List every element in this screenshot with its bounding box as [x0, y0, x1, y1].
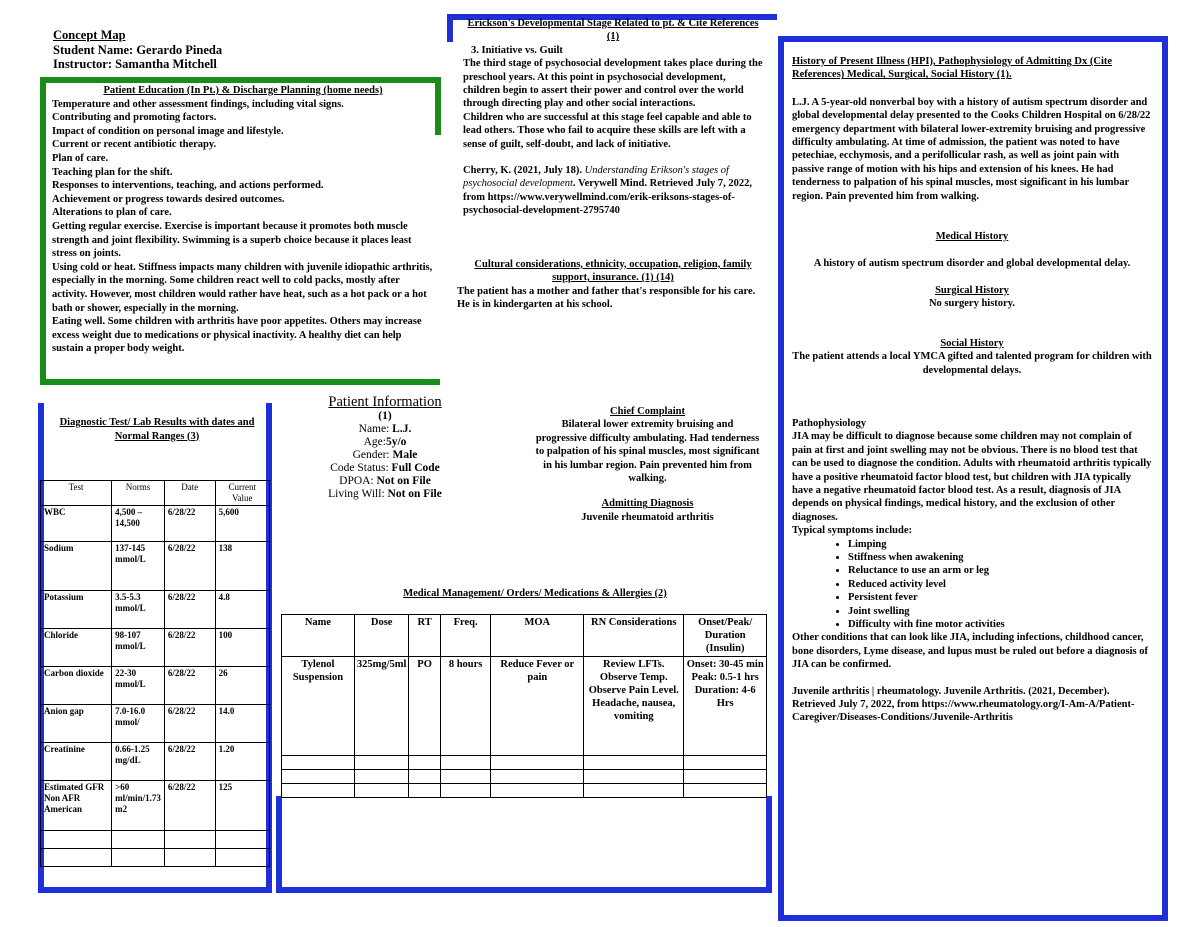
living-will-status: Not on File [387, 488, 442, 500]
patient-gender: Male [392, 449, 418, 461]
code-status: Full Code [391, 462, 440, 474]
code-status-row [300, 462, 470, 475]
patient-gender-row [300, 449, 470, 462]
field-label: Gender: [352, 449, 393, 461]
lab-header-cell: Current Value [215, 481, 269, 506]
lab-row [41, 667, 270, 705]
lab-row [41, 506, 270, 542]
lab-cell: 137-145 mmol/L [112, 542, 165, 591]
hpi-section [792, 55, 1152, 725]
lab-cell: 100 [215, 629, 269, 667]
lab-cell [112, 849, 165, 867]
cultural-title: Cultural considerations, ethnicity, occupation, religion, family support, insurance. (1) (14) [474, 258, 752, 284]
symptom-item: • Reduced activity level [848, 578, 1152, 591]
lab-row [41, 781, 270, 831]
pe-line: Current or recent antibiotic therapy. [52, 139, 217, 151]
pe-line: Achievement or progress towards desired outcomes. [52, 193, 285, 205]
social-history-text: The patient attends a local YMCA gifted and talented program for children with developmental delays. [792, 351, 1152, 376]
lab-row [41, 542, 270, 591]
lab-header-cell: Date [164, 481, 215, 506]
symptom-item: • Limping [848, 538, 1152, 551]
field-label: Code Status: [330, 462, 392, 474]
lab-cell: 138 [215, 542, 269, 591]
cultural-text: The patient has a mother and father that's responsible for his care. He is in kindergarten at his school. [457, 285, 756, 310]
med-header-cell: Name [282, 615, 355, 657]
patient-name-row [300, 423, 470, 436]
erikson-paragraph: The third stage of psychosocial development takes place during the preschool years. At this point in psychosocial development, children begin to assert their power and control over the world through directing play and other social interactions. [463, 58, 763, 110]
med-row-empty [282, 784, 767, 798]
lab-cell: 6/28/22 [164, 506, 215, 542]
erikson-section [457, 17, 763, 311]
reference-source: . Verywell Mind. Retrieved July 7, 2022, from https://www.verywellmind.com/erik-eriksons-stages-of-psychosocial-development-2795740 [463, 178, 752, 217]
lab-cell: 4,500 – 14,500 [112, 506, 165, 542]
lab-table [40, 480, 270, 867]
lab-row [41, 629, 270, 667]
patient-age: 5y/o [385, 436, 407, 448]
lab-title: Diagnostic Test/ Lab Results with dates and Normal Ranges (3) [59, 417, 255, 442]
hpi-text: L.J. A 5-year-old nonverbal boy with a history of autism spectrum disorder and global developmental delay presented to the Cooks Children Hospital on 6/28/22 emergency department with bilateral lower-extremity bruising and progressive difficulty ambulating. At time of admission, the patient was noted to have petechiae, ecchymosis, and a perifollicular rash, as well as joint pain with passive range of motion with his hips and extension of his knees. He had tenderness to palpation of his spinal muscles, most significant in his lumbar region. Pain prevented him from walking. [792, 96, 1151, 202]
surgical-history-title: Surgical History [935, 284, 1009, 296]
lab-cell: 6/28/22 [164, 591, 215, 629]
lab-cell: Chloride [41, 629, 112, 667]
symptom-item: • Persistent fever [848, 591, 1152, 604]
lab-row [41, 705, 270, 743]
lab-cell [215, 831, 269, 849]
lab-cell: 26 [215, 667, 269, 705]
lab-cell: 7.0-16.0 mmol/ [112, 705, 165, 743]
patient-name: L.J. [392, 423, 412, 435]
med-management-title: Medical Management/ Orders/ Medications & Allergies (2) [403, 588, 667, 599]
patient-info-ref: (1) [378, 410, 392, 422]
symptom-item: • Reluctance to use an arm or leg [848, 564, 1152, 577]
med-cell: Reduce Fever or pain [491, 657, 584, 756]
med-header-cell: RT [409, 615, 440, 657]
lab-cell: 6/28/22 [164, 705, 215, 743]
lab-cell: 125 [215, 781, 269, 831]
admitting-dx-text: Juvenile rheumatoid arthritis [581, 511, 714, 523]
lab-cell: 6/28/22 [164, 743, 215, 781]
admitting-dx-title: Admitting Diagnosis [601, 498, 694, 510]
lab-header-cell: Test [41, 481, 112, 506]
med-header-cell: Onset/Peak/ Duration (Insulin) [684, 615, 767, 657]
pe-line: Eating well. Some children with arthritis have poor appetites. Others may increase excess weight due to medications or physical inactivity. A healthy diet can help sustain a proper body weight. [52, 316, 422, 355]
lab-cell: Estimated GFR Non AFR American [41, 781, 112, 831]
lab-row [41, 831, 270, 849]
reference-title: Understanding Erikson's stages of psychosocial development [463, 165, 729, 190]
med-header-cell: RN Considerations [584, 615, 684, 657]
pe-line: Getting regular exercise. Exercise is important because it promotes both muscle strength and joint flexibility. Swimming is a superb choice because it places least stress on joints. [52, 220, 412, 260]
lab-cell: Carbon dioxide [41, 667, 112, 705]
hpi-title: History of Present Illness (HPI), Pathophysiology of Admitting Dx (Cite References) Medical, Surgical, Social History (1). [792, 56, 1113, 81]
patient-info-title: Patient Information [328, 394, 442, 410]
lab-cell: Creatinine [41, 743, 112, 781]
lab-cell: 4.8 [215, 591, 269, 629]
lab-header-cell: Norms [112, 481, 165, 506]
hpi-reference: Juvenile arthritis | rheumatology. Juvenile Arthritis. (2021, December). Retrieved July 7, 2022, from https://www.rheumatology.org/I-Am-A/Patient-Caregiver/Diseases-Conditions/Juvenile-Arthritis [792, 685, 1135, 724]
field-label: DPOA: [339, 475, 377, 487]
other-conditions-text: Other conditions that can look like JIA, including infections, childhood cancer, bone disorders, Lyme disease, and lupus must be ruled out before a diagnosis of JIA can be confirmed. [792, 632, 1148, 671]
med-cell: 8 hours [440, 657, 491, 756]
lab-cell: 0.66-1.25 mg/dL [112, 743, 165, 781]
lab-cell: 6/28/22 [164, 542, 215, 591]
erikson-title: Erickson's Developmental Stage Related to pt. & Cite References (1) [467, 18, 759, 43]
lab-cell [41, 849, 112, 867]
lab-cell [164, 831, 215, 849]
lab-cell: 14.0 [215, 705, 269, 743]
pe-line: Responses to interventions, teaching, and actions performed. [52, 180, 324, 192]
lab-cell: 22-30 mmol/L [112, 667, 165, 705]
pathophysiology-text: JIA may be difficult to diagnose because some children may not complain of pain at first and joint swelling may not be obvious. There is no blood test that can be used to diagnose the condition. Adults with rheumatoid arthritis typically have a positive rheumatoid factor blood test, but children with JIA typically have a negative rheumatoid factor blood test. As a result, diagnosis of JIA depends on physical findings, medical history, and the exclusion of other diagnoses. [792, 431, 1152, 523]
field-label: Living Will: [328, 488, 388, 500]
lab-cell: 98-107 mmol/L [112, 629, 165, 667]
med-header-cell: Dose [354, 615, 409, 657]
lab-cell: 6/28/22 [164, 781, 215, 831]
patient-education-border-right [435, 77, 441, 135]
erikson-stage: 3. Initiative vs. Guilt [471, 44, 563, 56]
lab-cell: Potassium [41, 591, 112, 629]
pe-line: Plan of care. [52, 152, 109, 164]
dpoa-row [300, 475, 470, 488]
med-header-cell: Freq. [440, 615, 491, 657]
med-header-row [282, 615, 767, 657]
erikson-border-left [447, 14, 453, 42]
pe-line: Temperature and other assessment findings, including vital signs. [52, 98, 344, 110]
patient-education-section [52, 84, 434, 356]
lab-cell: 3.5-5.3 mmol/L [112, 591, 165, 629]
lab-cell: 5,600 [215, 506, 269, 542]
med-cell: Tylenol Suspension [282, 657, 355, 756]
student-name: Student Name: Gerardo Pineda [53, 42, 223, 57]
header-title: Concept Map [53, 28, 126, 42]
med-management-border [276, 796, 772, 893]
field-label: Age: [363, 436, 386, 448]
pe-line: Alterations to plan of care. [52, 207, 172, 219]
lab-cell: >60 ml/min/1.73 m2 [112, 781, 165, 831]
med-cell: PO [409, 657, 440, 756]
lab-header-row [41, 481, 270, 506]
med-header-cell: MOA [491, 615, 584, 657]
med-row [282, 657, 767, 756]
symptom-item: • Stiffness when awakening [848, 551, 1152, 564]
med-row-empty [282, 756, 767, 770]
erikson-paragraph: Children who are successful at this stage feel capable and able to lead others. Those who fail to acquire these skills are left with a sense of guilt, self-doubt, and lack of initiative. [463, 111, 752, 150]
instructor-name: Instructor: Samantha Mitchell [53, 57, 217, 71]
symptom-item: • Joint swelling [848, 605, 1152, 618]
lab-cell: Sodium [41, 542, 112, 591]
medical-history-title: Medical History [935, 231, 1009, 243]
med-cell: Onset: 30-45 min Peak: 0.5-1 hrs Duration: 4-6 Hrs [684, 657, 767, 756]
med-cell: Review LFTs. Observe Temp. Observe Pain Level. Headache, nausea, vomiting [584, 657, 684, 756]
erikson-reference [463, 164, 763, 218]
lab-cell: WBC [41, 506, 112, 542]
lab-row [41, 849, 270, 867]
reference-author: Cherry, K. (2021, July 18). [463, 165, 585, 177]
lab-cell: 6/28/22 [164, 667, 215, 705]
lab-row [41, 743, 270, 781]
surgical-history-text: No surgery history. [928, 298, 1016, 310]
lab-row [41, 591, 270, 629]
lab-cell [41, 831, 112, 849]
lab-cell [112, 831, 165, 849]
lab-cell: 1.20 [215, 743, 269, 781]
patient-info-section [300, 394, 470, 501]
chief-complaint-text: Bilateral lower extremity bruising and progressive difficulty ambulating. Had tenderness to palpation of his spinal muscles, most significant in his lumbar region. Pain prevented him from walking. [535, 419, 760, 485]
patient-age-row [300, 436, 470, 449]
lab-cell: Anion gap [41, 705, 112, 743]
living-will-row [300, 488, 470, 501]
concept-map-header [53, 28, 293, 72]
pe-line: Impact of condition on personal image and lifestyle. [52, 125, 284, 137]
lab-cell: 6/28/22 [164, 629, 215, 667]
social-history-title: Social History [940, 337, 1004, 349]
symptoms-title: Typical symptoms include: [792, 525, 912, 537]
symptoms-list [792, 538, 1152, 632]
dpoa-status: Not on File [376, 475, 431, 487]
pathophysiology-title: Pathophysiology [792, 417, 867, 429]
med-table [281, 614, 767, 798]
chief-complaint-title: Chief Complaint [610, 406, 685, 417]
medical-history-text: A history of autism spectrum disorder and global developmental delay. [813, 258, 1131, 270]
lab-border-corner [38, 403, 44, 409]
pe-line: Using cold or heat. Stiffness impacts many children with juvenile idiopathic arthritis, especially in the morning. Some children react well to cold packs, mostly after activity. However, most children would rather have heat, such as a hot pack or a hot bath or shower, especially in the morning. [52, 261, 433, 314]
med-cell: 325mg/5ml [354, 657, 409, 756]
chief-complaint-section [535, 405, 760, 524]
patient-education-title: Patient Education (In Pt.) & Discharge Planning (home needs) [103, 85, 383, 96]
field-label: Name: [358, 423, 393, 435]
symptom-item: • Difficulty with fine motor activities [848, 618, 1152, 631]
pe-line: Contributing and promoting factors. [52, 112, 217, 124]
lab-cell [215, 849, 269, 867]
pe-line: Teaching plan for the shift. [52, 166, 173, 178]
lab-cell [164, 849, 215, 867]
med-row-empty [282, 770, 767, 784]
